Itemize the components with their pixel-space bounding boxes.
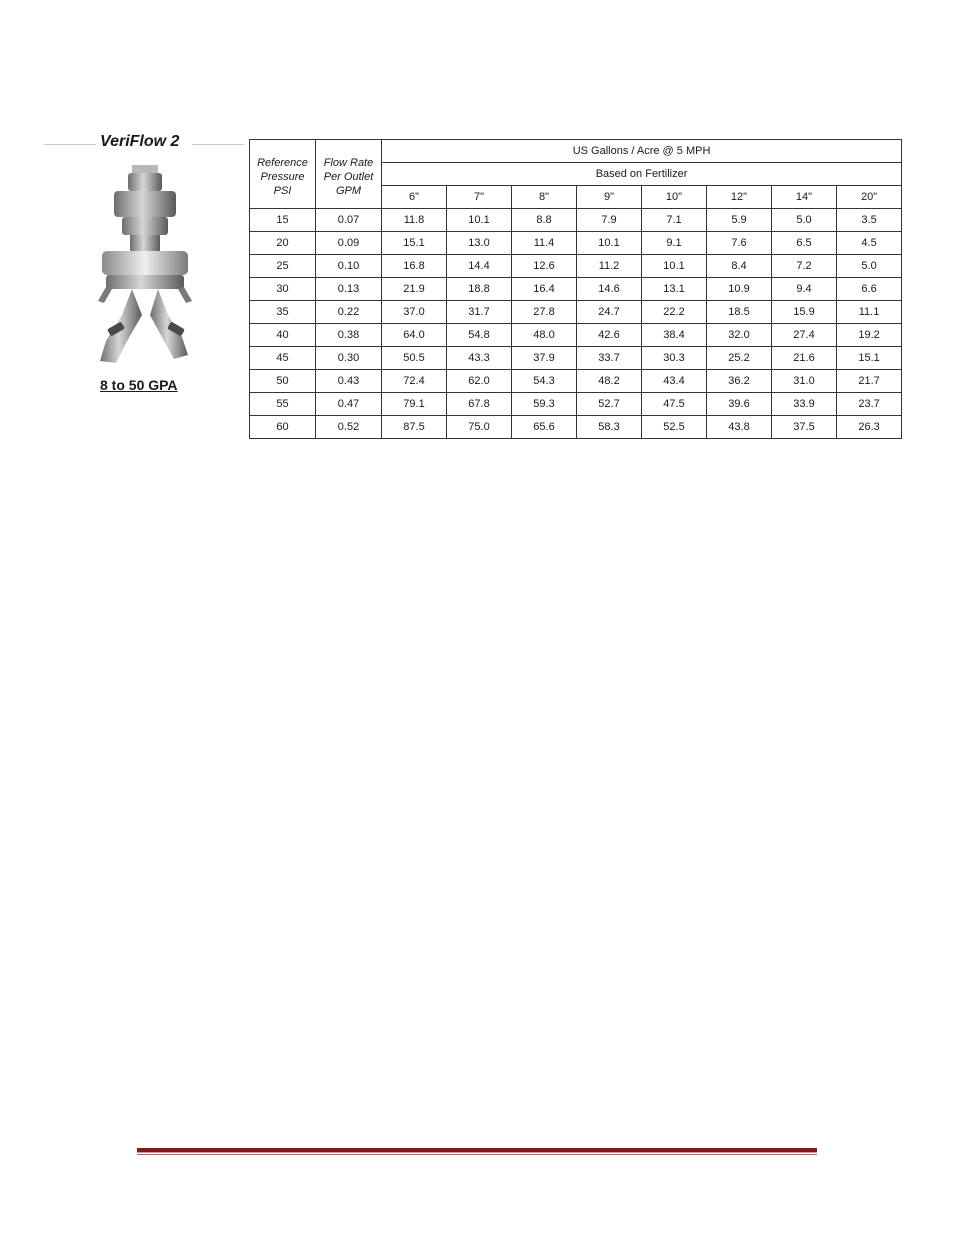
header-pressure-line: Pressure [260, 171, 305, 183]
table-row [250, 370, 902, 393]
table-row [250, 209, 902, 232]
cell-gallons-per-acre: 12.6 [512, 255, 577, 278]
cell-gallons-per-acre: 18.5 [707, 301, 772, 324]
cell-flow-gpm: 0.22 [316, 301, 382, 324]
cell-gallons-per-acre: 24.7 [577, 301, 642, 324]
table-row [250, 324, 902, 347]
header-flow-line: Flow Rate [323, 157, 374, 169]
cell-gallons-per-acre: 15.1 [382, 232, 447, 255]
cell-gallons-per-acre: 37.9 [512, 347, 577, 370]
header-flow-line: GPM [335, 185, 362, 197]
cell-flow-gpm: 0.10 [316, 255, 382, 278]
cell-gallons-per-acre: 5.0 [772, 209, 837, 232]
cell-gallons-per-acre: 31.0 [772, 370, 837, 393]
cell-gallons-per-acre: 8.4 [707, 255, 772, 278]
header-spacing: 9" [577, 186, 642, 209]
cell-gallons-per-acre: 65.6 [512, 416, 577, 439]
header-pressure-line: Reference [257, 157, 308, 169]
cell-gallons-per-acre: 43.8 [707, 416, 772, 439]
footer-divider-thin [137, 1154, 817, 1155]
cell-gallons-per-acre: 75.0 [447, 416, 512, 439]
cell-gallons-per-acre: 10.9 [707, 278, 772, 301]
cell-gallons-per-acre: 15.1 [837, 347, 902, 370]
product-panel [40, 125, 250, 470]
cell-gallons-per-acre: 23.7 [837, 393, 902, 416]
cell-gallons-per-acre: 9.4 [772, 278, 837, 301]
cell-gallons-per-acre: 30.3 [642, 347, 707, 370]
cell-gallons-per-acre: 11.8 [382, 209, 447, 232]
cell-gallons-per-acre: 37.5 [772, 416, 837, 439]
header-spacing: 7" [447, 186, 512, 209]
cell-gallons-per-acre: 52.5 [642, 416, 707, 439]
cell-pressure-psi: 50 [250, 370, 316, 393]
header-spacing: 8" [512, 186, 577, 209]
cell-gallons-per-acre: 9.1 [642, 232, 707, 255]
cell-gallons-per-acre: 27.4 [772, 324, 837, 347]
cell-pressure-psi: 25 [250, 255, 316, 278]
cell-gallons-per-acre: 21.7 [837, 370, 902, 393]
header-pressure-line: PSI [273, 185, 292, 197]
cell-pressure-psi: 35 [250, 301, 316, 324]
cell-gallons-per-acre: 36.2 [707, 370, 772, 393]
cell-flow-gpm: 0.52 [316, 416, 382, 439]
cell-gallons-per-acre: 52.7 [577, 393, 642, 416]
cell-gallons-per-acre: 42.6 [577, 324, 642, 347]
cell-gallons-per-acre: 32.0 [707, 324, 772, 347]
cell-gallons-per-acre: 4.5 [837, 232, 902, 255]
cell-gallons-per-acre: 79.1 [382, 393, 447, 416]
cell-gallons-per-acre: 64.0 [382, 324, 447, 347]
title-divider-right [192, 144, 244, 145]
cell-gallons-per-acre: 6.5 [772, 232, 837, 255]
cell-pressure-psi: 40 [250, 324, 316, 347]
cell-gallons-per-acre: 43.3 [447, 347, 512, 370]
cell-gallons-per-acre: 13.0 [447, 232, 512, 255]
cell-gallons-per-acre: 25.2 [707, 347, 772, 370]
cell-gallons-per-acre: 11.2 [577, 255, 642, 278]
cell-gallons-per-acre: 19.2 [837, 324, 902, 347]
cell-gallons-per-acre: 22.2 [642, 301, 707, 324]
cell-gallons-per-acre: 37.0 [382, 301, 447, 324]
cell-gallons-per-acre: 72.4 [382, 370, 447, 393]
cell-flow-gpm: 0.13 [316, 278, 382, 301]
cell-gallons-per-acre: 14.4 [447, 255, 512, 278]
cell-gallons-per-acre: 13.1 [642, 278, 707, 301]
cell-gallons-per-acre: 21.6 [772, 347, 837, 370]
cell-gallons-per-acre: 47.5 [642, 393, 707, 416]
cell-flow-gpm: 0.47 [316, 393, 382, 416]
cell-pressure-psi: 45 [250, 347, 316, 370]
cell-gallons-per-acre: 8.8 [512, 209, 577, 232]
header-flow-line: Per Outlet [323, 171, 374, 183]
header-spacing: 12" [707, 186, 772, 209]
header-spacing: 14" [772, 186, 837, 209]
header-based-on-fertilizer: Based on Fertilizer [382, 163, 902, 186]
header-spacing: 6" [382, 186, 447, 209]
cell-gallons-per-acre: 62.0 [447, 370, 512, 393]
cell-gallons-per-acre: 7.6 [707, 232, 772, 255]
cell-gallons-per-acre: 39.6 [707, 393, 772, 416]
cell-gallons-per-acre: 10.1 [642, 255, 707, 278]
header-spacing: 20" [837, 186, 902, 209]
cell-flow-gpm: 0.30 [316, 347, 382, 370]
cell-gallons-per-acre: 48.0 [512, 324, 577, 347]
product-title-row [40, 133, 250, 155]
product-range-label: 8 to 50 GPA [100, 377, 178, 393]
table-row [250, 255, 902, 278]
title-divider-left [44, 144, 96, 145]
table-row [250, 347, 902, 370]
cell-gallons-per-acre: 16.4 [512, 278, 577, 301]
cell-gallons-per-acre: 26.3 [837, 416, 902, 439]
cell-pressure-psi: 15 [250, 209, 316, 232]
cell-gallons-per-acre: 33.7 [577, 347, 642, 370]
cell-gallons-per-acre: 5.0 [837, 255, 902, 278]
table-row [250, 416, 902, 439]
cell-gallons-per-acre: 16.8 [382, 255, 447, 278]
cell-gallons-per-acre: 33.9 [772, 393, 837, 416]
cell-gallons-per-acre: 11.4 [512, 232, 577, 255]
header-gallons-per-acre: US Gallons / Acre @ 5 MPH [382, 140, 902, 163]
cell-gallons-per-acre: 50.5 [382, 347, 447, 370]
cell-pressure-psi: 55 [250, 393, 316, 416]
cell-gallons-per-acre: 43.4 [642, 370, 707, 393]
footer-divider [137, 1148, 817, 1153]
cell-gallons-per-acre: 18.8 [447, 278, 512, 301]
cell-flow-gpm: 0.09 [316, 232, 382, 255]
cell-pressure-psi: 30 [250, 278, 316, 301]
table-row [250, 232, 902, 255]
cell-gallons-per-acre: 59.3 [512, 393, 577, 416]
cell-gallons-per-acre: 6.6 [837, 278, 902, 301]
cell-gallons-per-acre: 11.1 [837, 301, 902, 324]
product-title: VeriFlow 2 [100, 133, 180, 150]
header-reference-pressure [250, 140, 316, 209]
cell-pressure-psi: 20 [250, 232, 316, 255]
cell-gallons-per-acre: 67.8 [447, 393, 512, 416]
cell-gallons-per-acre: 10.1 [447, 209, 512, 232]
cell-pressure-psi: 60 [250, 416, 316, 439]
cell-gallons-per-acre: 7.1 [642, 209, 707, 232]
cell-gallons-per-acre: 27.8 [512, 301, 577, 324]
cell-gallons-per-acre: 38.4 [642, 324, 707, 347]
table-body [250, 209, 902, 439]
header-flow-rate [316, 140, 382, 209]
cell-gallons-per-acre: 7.9 [577, 209, 642, 232]
cell-gallons-per-acre: 7.2 [772, 255, 837, 278]
nozzle-fitting-photo-icon [92, 165, 202, 365]
cell-gallons-per-acre: 48.2 [577, 370, 642, 393]
cell-gallons-per-acre: 10.1 [577, 232, 642, 255]
cell-flow-gpm: 0.43 [316, 370, 382, 393]
cell-gallons-per-acre: 21.9 [382, 278, 447, 301]
cell-flow-gpm: 0.38 [316, 324, 382, 347]
table-row [250, 301, 902, 324]
cell-gallons-per-acre: 14.6 [577, 278, 642, 301]
table-row [250, 278, 902, 301]
cell-gallons-per-acre: 31.7 [447, 301, 512, 324]
cell-gallons-per-acre: 3.5 [837, 209, 902, 232]
flow-rate-table [249, 139, 902, 439]
cell-flow-gpm: 0.07 [316, 209, 382, 232]
cell-gallons-per-acre: 5.9 [707, 209, 772, 232]
cell-gallons-per-acre: 58.3 [577, 416, 642, 439]
cell-gallons-per-acre: 87.5 [382, 416, 447, 439]
cell-gallons-per-acre: 54.8 [447, 324, 512, 347]
cell-gallons-per-acre: 54.3 [512, 370, 577, 393]
cell-gallons-per-acre: 15.9 [772, 301, 837, 324]
table-row [250, 393, 902, 416]
header-spacing: 10" [642, 186, 707, 209]
